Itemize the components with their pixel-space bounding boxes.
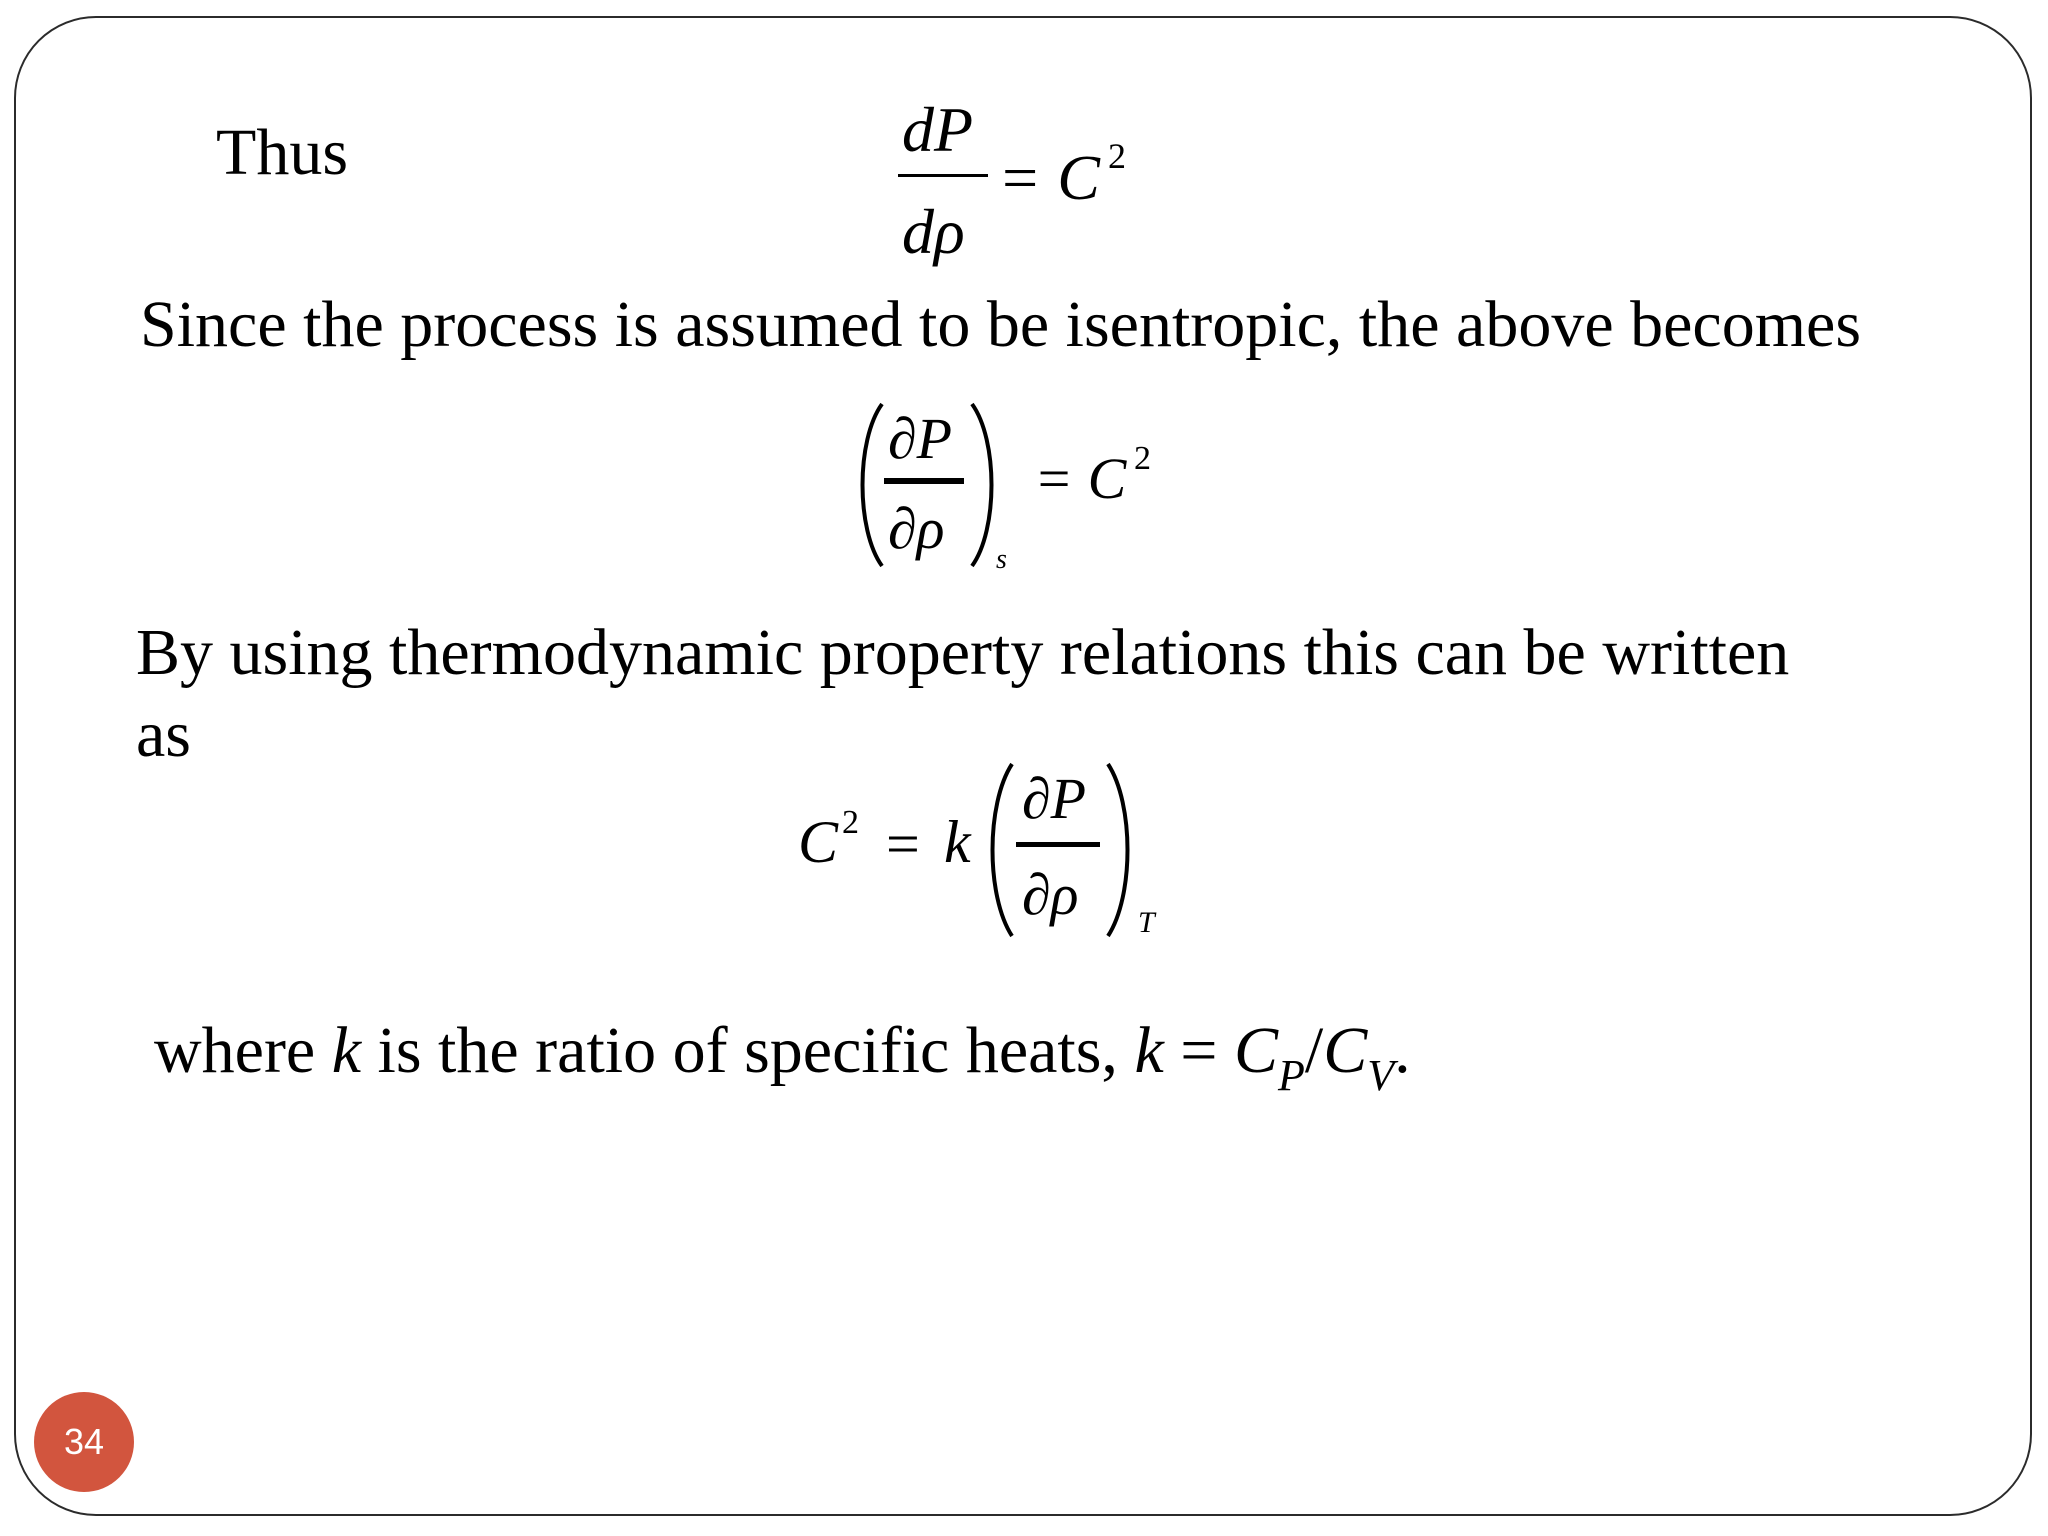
eq2-exponent: 2 [1134, 440, 1151, 477]
eq2-left-paren [848, 400, 888, 570]
ratio-end: . [1394, 1014, 1411, 1087]
eq3-right-paren [1102, 760, 1142, 940]
eq1-denominator: dρ [902, 196, 965, 267]
eq3-subscript: T [1138, 906, 1155, 939]
ratio-sentence [154, 1014, 1411, 1100]
ratio-part2: is the ratio of specific heats, [361, 1014, 1135, 1087]
eq2-subscript: s [996, 544, 1007, 575]
ratio-k1: k [331, 1014, 362, 1087]
ratio-eq: = [1163, 1014, 1234, 1087]
thermo-sentence-line1: By using thermodynamic property relations this can be written [136, 616, 1790, 689]
eq1-numerator: dP [902, 94, 974, 165]
eq1-rhs: = C [998, 142, 1100, 213]
eq2-numerator: ∂P [888, 406, 953, 471]
eq1-fraction-bar [898, 174, 988, 177]
ratio-cp: C [1233, 1014, 1278, 1087]
ratio-sub-p: P [1278, 1051, 1305, 1100]
eq2-rhs: = C [1034, 446, 1127, 511]
eq3-k: k [944, 809, 971, 875]
eq3-lhs-exponent: 2 [842, 804, 859, 841]
ratio-sub-v: V [1367, 1051, 1395, 1100]
eq1-exponent: 2 [1108, 136, 1126, 176]
eq3-equals: = [886, 811, 920, 877]
eq3-fraction-bar [1016, 842, 1100, 847]
eq3-lhs: C [798, 809, 839, 875]
ratio-cv: C [1323, 1014, 1368, 1087]
eq2-denominator: ∂ρ [888, 496, 945, 561]
page-number-badge [34, 1392, 134, 1492]
eq3-denominator: ∂ρ [1022, 862, 1079, 927]
thermo-sentence-line2: as [136, 698, 191, 771]
eq3-left-paren [978, 760, 1018, 940]
isentropic-sentence: Since the process is assumed to be isentropic, the above becomes [140, 288, 1862, 361]
page-number: 34 [63, 1421, 105, 1462]
ratio-k2: k [1134, 1014, 1164, 1087]
eq3-numerator: ∂P [1022, 766, 1087, 831]
ratio-part1: where [154, 1014, 332, 1087]
eq2-fraction-bar [884, 478, 964, 484]
ratio-slash: / [1304, 1014, 1324, 1087]
thus-label: Thus [216, 116, 348, 189]
